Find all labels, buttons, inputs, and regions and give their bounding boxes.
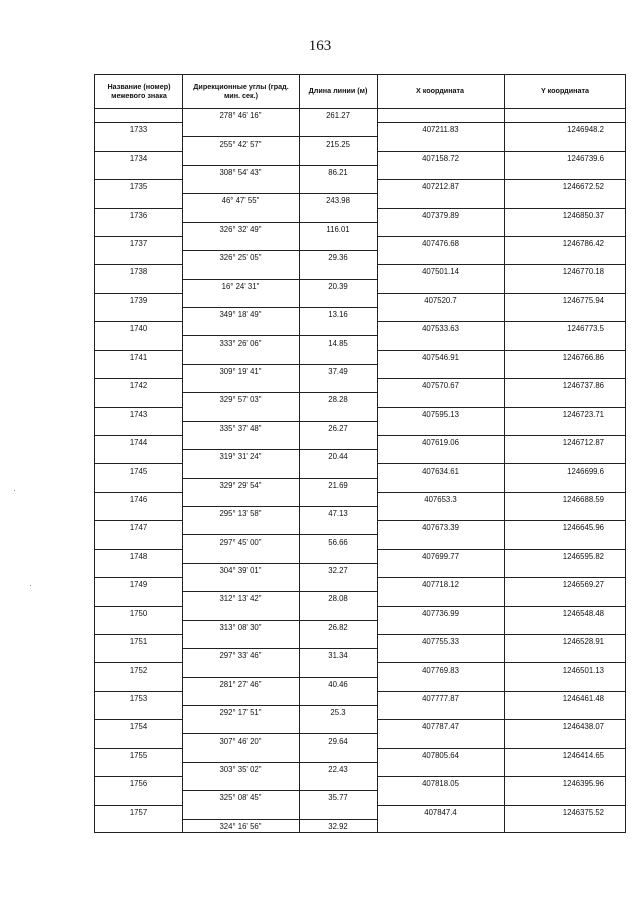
x-coordinate: 407570.67 [422,381,459,391]
header-angle: Дирекционные углы (град. мин. сек.) [193,81,289,100]
row-rule [95,151,182,152]
boundary-mark-name: 1736 [129,210,148,220]
row-rule [182,506,377,507]
direction-angle: 333° 26' 06" [219,338,262,348]
boundary-mark-name: 1752 [129,665,148,675]
row-rule [182,733,377,734]
row-rule [182,136,377,137]
direction-angle: 278° 46' 16" [219,111,262,121]
line-length: 86.21 [328,167,348,177]
row-rule [95,577,182,578]
line-length: 21.69 [328,480,348,490]
direction-angle: 308° 54' 43" [219,167,262,177]
x-coordinate: 407520.7 [424,295,457,305]
row-rule [182,534,377,535]
boundary-mark-name: 1735 [129,182,148,192]
direction-angle: 329° 57' 03" [219,395,262,405]
row-rule [95,321,182,322]
row-rule [377,264,625,265]
line-length: 31.34 [328,651,348,661]
direction-angle: 325° 08' 45" [219,793,262,803]
row-rule [182,421,377,422]
row-rule [182,790,377,791]
row-rule [95,407,182,408]
row-rule [95,179,182,180]
coordinates-table [94,74,626,833]
y-coordinate: 1246739.6 [567,153,604,163]
line-length: 29.64 [328,736,348,746]
row-rule [182,620,377,621]
direction-angle: 324° 16' 56" [219,821,262,831]
boundary-mark-name: 1744 [129,438,148,448]
line-length: 28.08 [328,594,348,604]
x-coordinate: 407769.83 [422,665,459,675]
row-rule [182,563,377,564]
row-rule [377,407,625,408]
line-length: 32.27 [328,566,348,575]
x-coordinate: 407533.63 [422,324,459,334]
direction-angle: 326° 32' 49" [219,224,262,234]
row-rule [377,492,625,493]
boundary-mark-name: 1738 [129,267,148,277]
row-rule [182,307,377,308]
y-coordinate: 1246645.96 [562,523,604,533]
row-rule [377,321,625,322]
row-rule [95,350,182,351]
boundary-mark-name: 1749 [129,580,148,590]
row-rule [95,435,182,436]
x-coordinate: 407787.47 [422,722,459,732]
line-length: 13.16 [328,310,348,320]
line-length: 29.36 [328,253,348,263]
boundary-mark-name: 1742 [129,381,148,391]
y-coordinate: 1246501.13 [562,665,604,675]
row-rule [182,193,377,194]
row-rule [182,762,377,763]
row-rule [95,208,182,209]
row-rule [377,208,625,209]
boundary-mark-name: 1734 [129,153,148,163]
direction-angle: 304° 39' 01" [219,566,262,575]
y-coordinate: 1246688.59 [562,494,604,504]
row-rule [377,549,625,550]
boundary-mark-name: 1743 [129,409,148,419]
direction-angle: 329° 29' 54" [219,480,262,490]
x-coordinate: 407211.83 [422,125,459,135]
x-coordinate: 407847.4 [424,807,457,817]
direction-angle: 349° 18' 49" [219,310,262,320]
row-rule [377,748,625,749]
line-length: 40.46 [328,679,348,689]
direction-angle: 307° 46' 20" [219,736,262,746]
row-rule [377,236,625,237]
margin-mark [14,490,15,491]
y-coordinate: 1246775.94 [562,295,604,305]
line-length: 20.44 [328,452,348,462]
line-length: 28.28 [328,395,348,405]
line-length: 25.3 [330,708,346,718]
y-coordinate: 1246672.52 [562,182,604,192]
row-rule [377,378,625,379]
row-rule [377,122,625,123]
boundary-mark-name: 1733 [129,125,148,135]
y-coordinate: 1246461.48 [562,693,604,703]
boundary-mark-name: 1754 [129,722,148,732]
row-rule [95,293,182,294]
row-rule [377,577,625,578]
y-coordinate: 1246375.52 [562,807,604,817]
boundary-mark-name: 1751 [129,637,148,647]
line-length: 20.39 [328,281,348,291]
y-coordinate: 1246773.5 [567,324,604,334]
y-coordinate: 1246850.37 [562,210,604,220]
y-coordinate: 1246712.87 [562,438,604,448]
direction-angle: 326° 25' 05" [219,253,262,263]
direction-angle: 303° 35' 02" [219,765,262,775]
row-rule [377,350,625,351]
row-rule [182,222,377,223]
line-length: 26.82 [328,622,348,632]
row-rule [377,662,625,663]
row-rule [95,662,182,663]
x-coordinate: 407736.99 [422,608,459,618]
direction-angle: 16° 24' 31" [221,281,260,291]
row-rule [377,179,625,180]
x-coordinate: 407595.13 [422,409,459,419]
y-coordinate: 1246528.91 [562,637,604,647]
x-coordinate: 407673.39 [422,523,459,533]
y-coordinate: 1246699.6 [567,466,604,476]
boundary-mark-name: 1755 [129,750,148,760]
line-length: 35.77 [328,793,348,803]
row-rule [182,335,377,336]
direction-angle: 312° 13' 42" [219,594,262,604]
line-length: 261.27 [326,111,350,121]
row-rule [377,606,625,607]
boundary-mark-name: 1741 [129,352,148,362]
row-rule [95,236,182,237]
x-coordinate: 407212.87 [422,182,459,192]
row-rule [95,264,182,265]
direction-angle: 297° 33' 46" [219,651,262,661]
y-coordinate: 1246595.82 [562,551,604,561]
y-coordinate: 1246786.42 [562,239,604,249]
row-rule [95,776,182,777]
y-coordinate: 1246737.86 [562,381,604,391]
row-rule [377,776,625,777]
direction-angle: 46° 47' 55" [221,196,260,206]
boundary-mark-name: 1756 [129,779,148,789]
line-length: 243.98 [326,196,350,206]
x-coordinate: 407634.61 [422,466,459,476]
direction-angle: 295° 13' 58" [219,509,262,519]
boundary-mark-name: 1748 [129,551,148,561]
line-length: 116.01 [326,224,350,234]
row-rule [95,748,182,749]
x-coordinate: 407158.72 [422,153,459,163]
line-length: 215.25 [326,139,350,149]
row-rule [377,435,625,436]
direction-angle: 335° 37' 48" [219,423,262,433]
row-rule [377,719,625,720]
row-rule [182,819,377,820]
line-length: 32.92 [328,821,348,831]
line-length: 22.43 [328,765,348,775]
line-length: 56.66 [328,537,348,547]
x-coordinate: 407501.14 [422,267,459,277]
direction-angle: 255° 42' 57" [219,139,262,149]
y-coordinate: 1246948.2 [567,125,604,135]
x-coordinate: 407818.05 [422,779,459,789]
row-rule [95,378,182,379]
boundary-mark-name: 1746 [129,494,148,504]
row-rule [182,392,377,393]
row-rule [95,634,182,635]
x-coordinate: 407699.77 [422,551,459,561]
x-coordinate: 407653.3 [424,494,457,504]
row-rule [95,122,182,123]
y-coordinate: 1246395.96 [562,779,604,789]
row-rule [377,463,625,464]
y-coordinate: 1246569.27 [562,580,604,590]
line-length: 37.49 [328,366,348,376]
row-rule [95,805,182,806]
row-rule [95,691,182,692]
direction-angle: 313° 08' 30" [219,622,262,632]
row-rule [182,165,377,166]
row-rule [182,591,377,592]
y-coordinate: 1246414.65 [562,750,604,760]
boundary-mark-name: 1745 [129,466,148,476]
row-rule [95,463,182,464]
table-body [95,108,625,832]
row-rule [377,634,625,635]
y-coordinate: 1246770.18 [562,267,604,277]
x-coordinate: 407777.87 [422,693,459,703]
x-coordinate: 407546.91 [422,352,459,362]
row-rule [377,151,625,152]
line-length: 14.85 [328,338,348,348]
row-rule [182,250,377,251]
row-rule [95,719,182,720]
y-coordinate: 1246723.71 [562,409,604,419]
line-length: 26.27 [328,423,348,433]
row-rule [182,449,377,450]
x-coordinate: 407476.68 [422,239,459,249]
header-y: Y координата [541,86,589,96]
table-header [95,75,625,109]
header-length: Длина линии (м) [308,86,368,96]
row-rule [377,520,625,521]
row-rule [182,279,377,280]
x-coordinate: 407718.12 [422,580,459,590]
boundary-mark-name: 1740 [129,324,148,334]
row-rule [377,293,625,294]
header-x: X координата [415,86,465,96]
page-number: 163 [308,38,332,54]
y-coordinate: 1246766.86 [562,352,604,362]
boundary-mark-name: 1757 [129,807,148,817]
boundary-mark-name: 1753 [129,693,148,703]
direction-angle: 319° 31' 24" [219,452,262,462]
row-rule [95,520,182,521]
boundary-mark-name: 1739 [129,295,148,305]
y-coordinate: 1246438.07 [562,722,604,732]
x-coordinate: 407755.33 [422,637,459,647]
x-coordinate: 407805.64 [422,750,459,760]
direction-angle: 292° 17' 51" [219,708,262,718]
direction-angle: 309° 19' 41" [219,366,262,376]
row-rule [95,549,182,550]
boundary-mark-name: 1737 [129,239,148,249]
direction-angle: 297° 45' 00" [219,537,262,547]
row-rule [182,648,377,649]
line-length: 47.13 [328,509,348,519]
margin-mark [30,585,31,586]
row-rule [377,805,625,806]
row-rule [95,606,182,607]
row-rule [182,478,377,479]
row-rule [182,677,377,678]
y-coordinate: 1246548.48 [562,608,604,618]
boundary-mark-name: 1750 [129,608,148,618]
row-rule [182,705,377,706]
boundary-mark-name: 1747 [129,523,148,533]
direction-angle: 281° 27' 46" [219,679,262,689]
x-coordinate: 407379.89 [422,210,459,220]
x-coordinate: 407619.06 [422,438,459,448]
row-rule [377,691,625,692]
row-rule [95,492,182,493]
header-name: Название (номер) межевого знака [107,81,171,100]
row-rule [182,364,377,365]
